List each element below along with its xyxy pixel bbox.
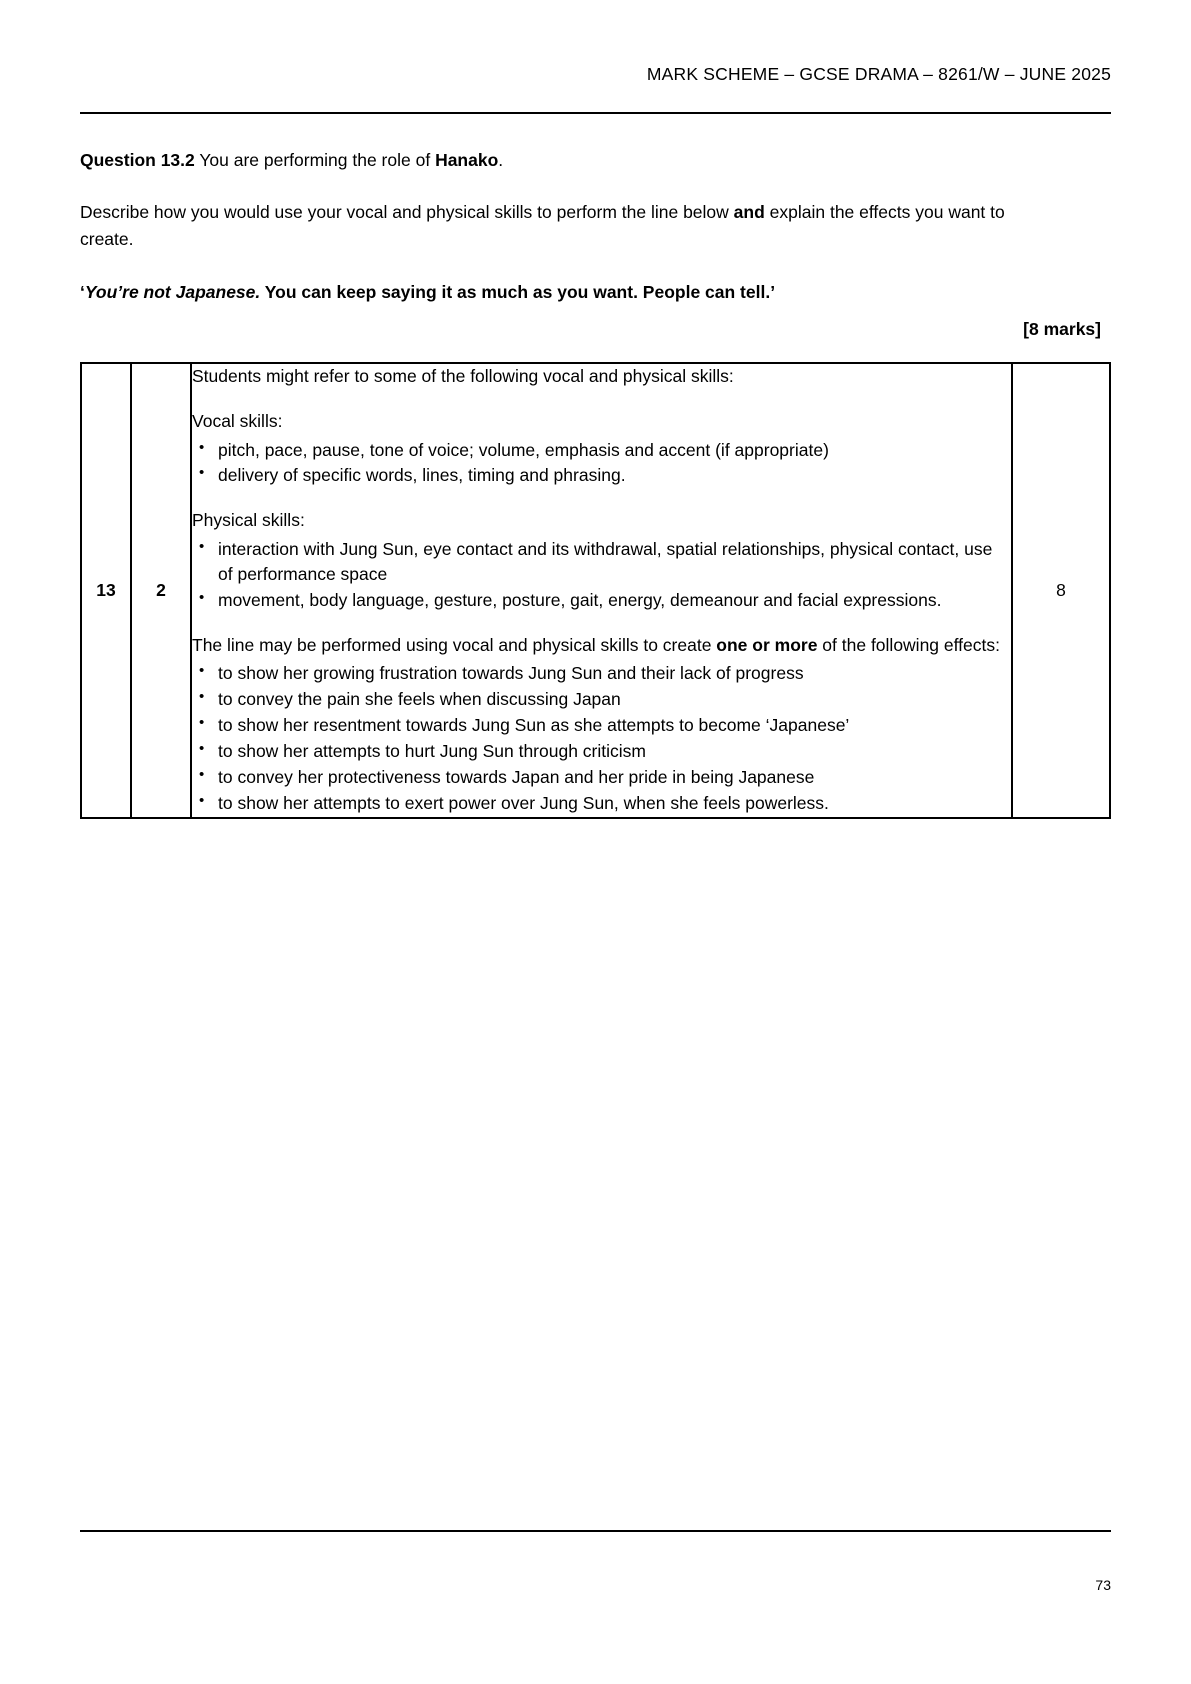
- cell-part-number: 2: [131, 363, 191, 818]
- quote-rest: You can keep saying it as much as you want. People can tell.’: [260, 281, 776, 302]
- quote-open: ‘: [80, 281, 85, 302]
- effects-intro-emphasis: one or more: [716, 634, 818, 655]
- vocal-skills-list: [192, 438, 1011, 489]
- list-item: • to show her attempts to hurt Jung Sun through criticism: [192, 739, 1011, 764]
- question-role: Hanako: [435, 150, 499, 170]
- physical-skills-heading: Physical skills:: [192, 510, 305, 531]
- question-stem-suffix: .: [498, 150, 504, 170]
- instruction-text-2: explain the effects you want to create.: [80, 202, 1005, 249]
- list-item: • delivery of specific words, lines, timing and phrasing.: [192, 463, 1011, 488]
- cell-question-number: 13: [81, 363, 131, 818]
- list-item: • interaction with Jung Sun, eye contact and its withdrawal, spatial relationships, physical contact, use of performance space: [192, 537, 1011, 587]
- question-heading: [80, 148, 1111, 173]
- effects-list: [192, 661, 1011, 815]
- question-instruction: [80, 199, 1015, 252]
- instruction-text-1: Describe how you would use your vocal and physical skills to perform the line below: [80, 202, 734, 223]
- table-row: [81, 363, 1110, 818]
- running-header: MARK SCHEME – GCSE DRAMA – 8261/W – JUNE 2025: [646, 64, 1111, 84]
- mark-scheme-table: [80, 362, 1111, 819]
- list-item: • to show her growing frustration towards Jung Sun and their lack of progress: [192, 661, 1011, 686]
- content-intro: Students might refer to some of the following vocal and physical skills:: [192, 365, 734, 386]
- effects-intro-text-1: The line may be performed using vocal and physical skills to create: [192, 634, 717, 655]
- list-item: • to show her attempts to exert power over Jung Sun, when she feels powerless.: [192, 791, 1011, 816]
- physical-skills-list: [192, 537, 1011, 613]
- list-item: • movement, body language, gesture, posture, gait, energy, demeanour and facial expressions.: [192, 588, 1011, 613]
- instruction-emphasis: and: [733, 202, 765, 223]
- vocal-skills-heading: Vocal skills:: [192, 410, 283, 431]
- list-item: • to show her resentment towards Jung Sun as she attempts to become ‘Japanese’: [192, 713, 1011, 738]
- list-item: • pitch, pace, pause, tone of voice; volume, emphasis and accent (if appropriate): [192, 438, 1011, 463]
- effects-intro: [192, 633, 1011, 658]
- cell-total-marks: 8: [1012, 363, 1110, 818]
- list-item: • to convey the pain she feels when discussing Japan: [192, 687, 1011, 712]
- page-content: [80, 148, 1111, 819]
- effects-intro-text-2: of the following effects:: [817, 634, 1000, 655]
- header-divider: [80, 112, 1111, 114]
- question-quote: [80, 282, 1111, 303]
- list-item: • to convey her protectiveness towards Japan and her pride in being Japanese: [192, 765, 1011, 790]
- quote-italic-part: You’re not Japanese.: [84, 281, 261, 302]
- question-label: Question 13.2: [80, 150, 195, 170]
- cell-mark-scheme-content: [191, 363, 1012, 818]
- page-number: 73: [1095, 1577, 1111, 1593]
- question-stem-prefix: You are performing the role of: [199, 150, 436, 170]
- marks-allocation: [8 marks]: [1023, 318, 1101, 339]
- footer-divider: [80, 1530, 1111, 1532]
